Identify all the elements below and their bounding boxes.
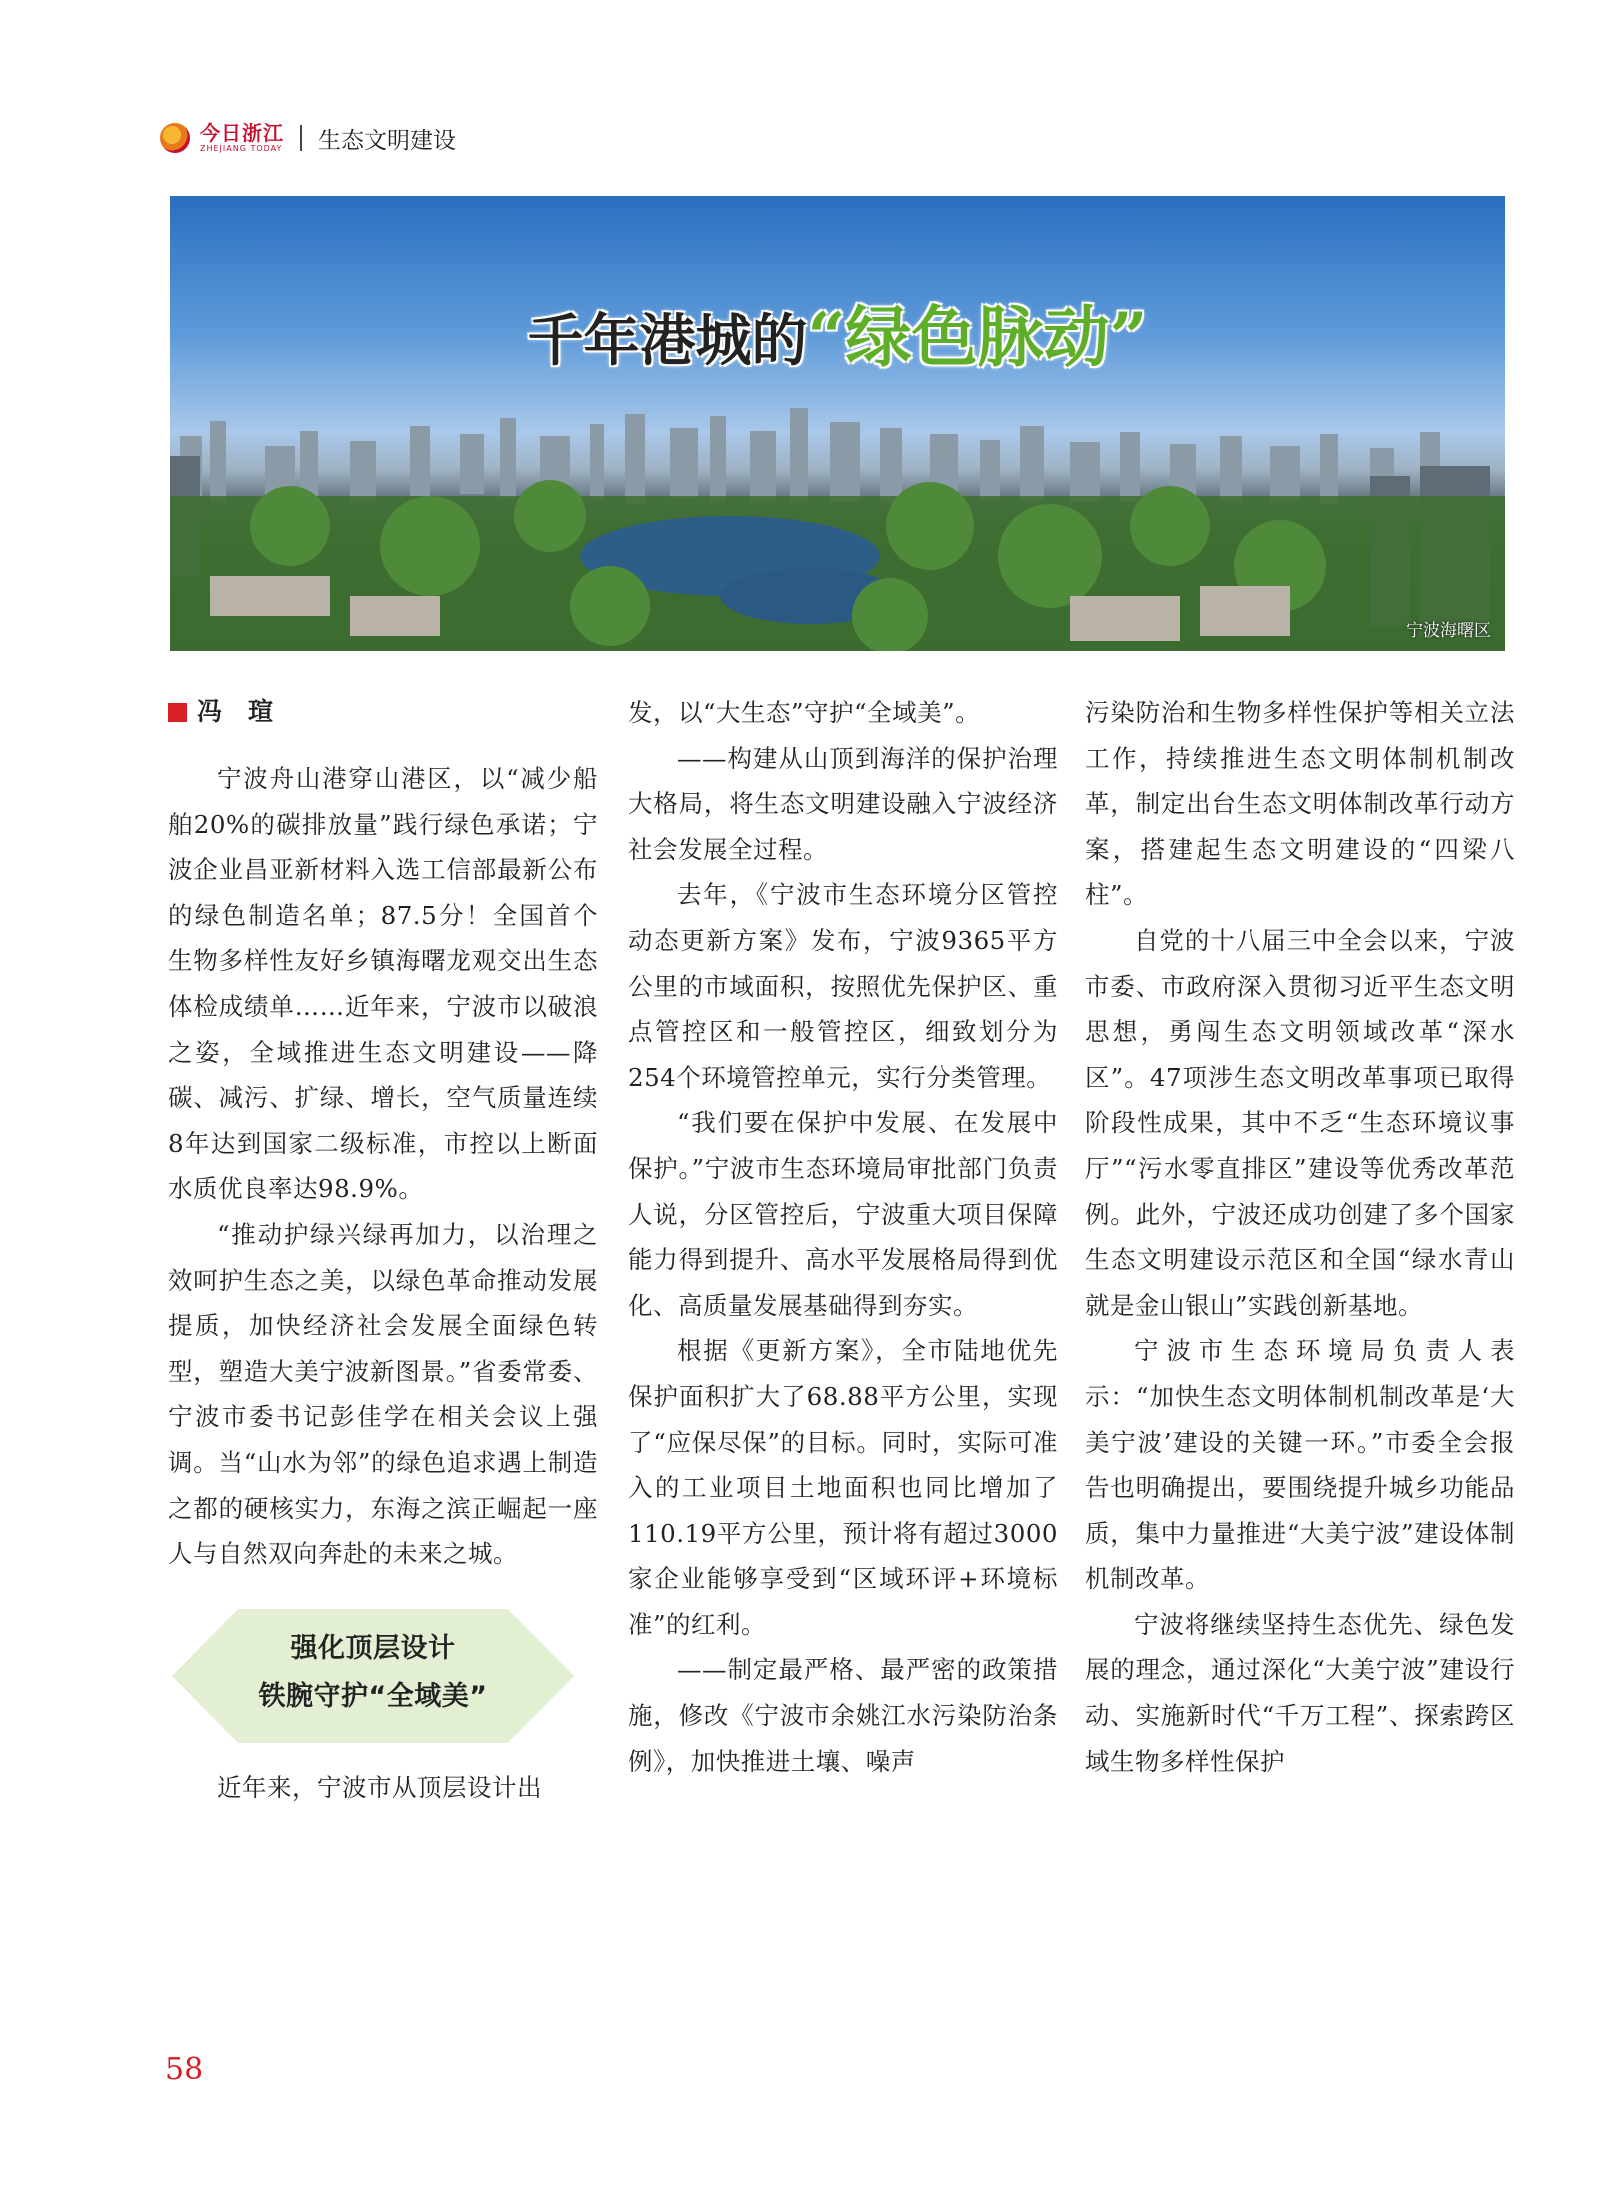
paragraph: 去年，《宁波市生态环境分区管控动态更新方案》发布，宁波9365平方公里的市域面积，按照优先保护区、重点管控区和一般管控区，细致划分为254个环境管控单元，实行分类管理。 bbox=[628, 880, 1058, 1092]
paragraph: “推动护绿兴绿再加力，以治理之效呵护生态之美，以绿色革命推动发展提质，加快经济社会发展全面绿色转型，塑造大美宁波新图景。”省委常委、宁波市委书记彭佳学在相关会议上强调。当“山水为邻”的绿色追求遇上制造之都的硬核实力，东海之滨正崛起一座人与自然双向奔赴的未来之城。 bbox=[168, 1219, 598, 1569]
title-highlight: “绿色脉动” bbox=[807, 298, 1148, 376]
page-number: 58 bbox=[165, 2052, 204, 2087]
paragraph: “我们要在保护中发展、在发展中保护。”宁波市生态环境局审批部门负责人说，分区管控后，宁波重大项目保障能力得到提升、高水平发展格局得到优化、高质量发展基础得到夯实。 bbox=[628, 1108, 1058, 1320]
paragraph: ——制定最严格、最严密的政策措施，修改《宁波市余姚江水污染防治条例》，加快推进土壤、噪声 bbox=[628, 1655, 1058, 1776]
paragraph: 污染防治和生物多样性保护等相关立法工作，持续推进生态文明体制机制改革，制定出台生态文明体制改革行动方案，搭建起生态文明建设的“四梁八柱”。 bbox=[1085, 698, 1515, 910]
author-marker-icon bbox=[168, 703, 187, 722]
hero-image bbox=[170, 196, 1505, 651]
subheading-line-1: 强化顶层设计 bbox=[290, 1632, 456, 1664]
paragraph: 发，以“大生态”守护“全域美”。 bbox=[628, 698, 981, 727]
text-column-1 bbox=[168, 690, 598, 1810]
logo-english: ZHEJIANG TODAY bbox=[200, 144, 283, 153]
author-name: 冯 瑄 bbox=[197, 697, 274, 727]
paragraph: 宁波舟山港穿山港区，以“减少船舶20%的碳排放量”践行绿色承诺；宁波企业昌亚新材料入选工信部最新公布的绿色制造名单；87.5分！全国首个生物多样性友好乡镇海曙龙观交出生态体检成绩单……近年来，宁波市以破浪之姿，全域推进生态文明建设——降碳、减污、扩绿、增长，空气质量连续8年达到国家二级标准，市控以上断面水质优良率达98.9%。 bbox=[168, 764, 598, 1204]
header-divider bbox=[300, 125, 302, 151]
paragraph: 宁波市生态环境局负责人表示：“加快生态文明体制机制改革是‘大美宁波’建设的关键一环。”市委全会报告也明确提出，要围绕提升城乡功能品质，集中力量推进“大美宁波”建设体制机制改革。 bbox=[1085, 1336, 1515, 1594]
paragraph: 宁波将继续坚持生态优先、绿色发展的理念，通过深化“大美宁波”建设行动、实施新时代“千万工程”、探索跨区域生物多样性保护 bbox=[1085, 1609, 1515, 1776]
page-header bbox=[160, 118, 456, 158]
paragraph: 自党的十八届三中全会以来，宁波市委、市政府深入贯彻习近平生态文明思想，勇闯生态文明领域改革“深水区”。47项涉生态文明改革事项已取得阶段性成果，其中不乏“生态环境议事厅”“污水零直排区”建设等优秀改革范例。此外，宁波还成功创建了多个国家生态文明建设示范区和全国“绿水青山就是金山银山”实践创新基地。 bbox=[1085, 925, 1515, 1320]
section-subheading bbox=[168, 1605, 578, 1747]
paragraph: 近年来，宁波市从顶层设计出 bbox=[217, 1772, 542, 1802]
section-label: 生态文明建设 bbox=[318, 127, 456, 154]
paragraph: ——构建从山顶到海洋的保护治理大格局，将生态文明建设融入宁波经济社会发展全过程。 bbox=[628, 743, 1058, 864]
logo-chinese: 今日浙江 bbox=[200, 121, 284, 145]
title-main: 千年港城的 bbox=[527, 308, 808, 374]
magazine-logo-icon bbox=[160, 123, 190, 153]
author-byline bbox=[168, 690, 598, 734]
article-title bbox=[170, 284, 1505, 379]
text-column-3 bbox=[1085, 690, 1515, 1784]
city-skyline-illustration bbox=[170, 196, 1505, 651]
photo-caption: 宁波海曙区 bbox=[1406, 621, 1491, 641]
text-column-2 bbox=[628, 690, 1058, 1784]
paragraph: 根据《更新方案》，全市陆地优先保护面积扩大了68.88平方公里，实现了“应保尽保”的目标。同时，实际可准入的工业项目土地面积也同比增加了110.19平方公里，预计将有超过3000家企业能够享受到“区域环评+环境标准”的红利。 bbox=[628, 1336, 1058, 1639]
magazine-logo bbox=[200, 123, 284, 153]
subheading-line-2: 铁腕守护“全域美” bbox=[258, 1680, 488, 1712]
